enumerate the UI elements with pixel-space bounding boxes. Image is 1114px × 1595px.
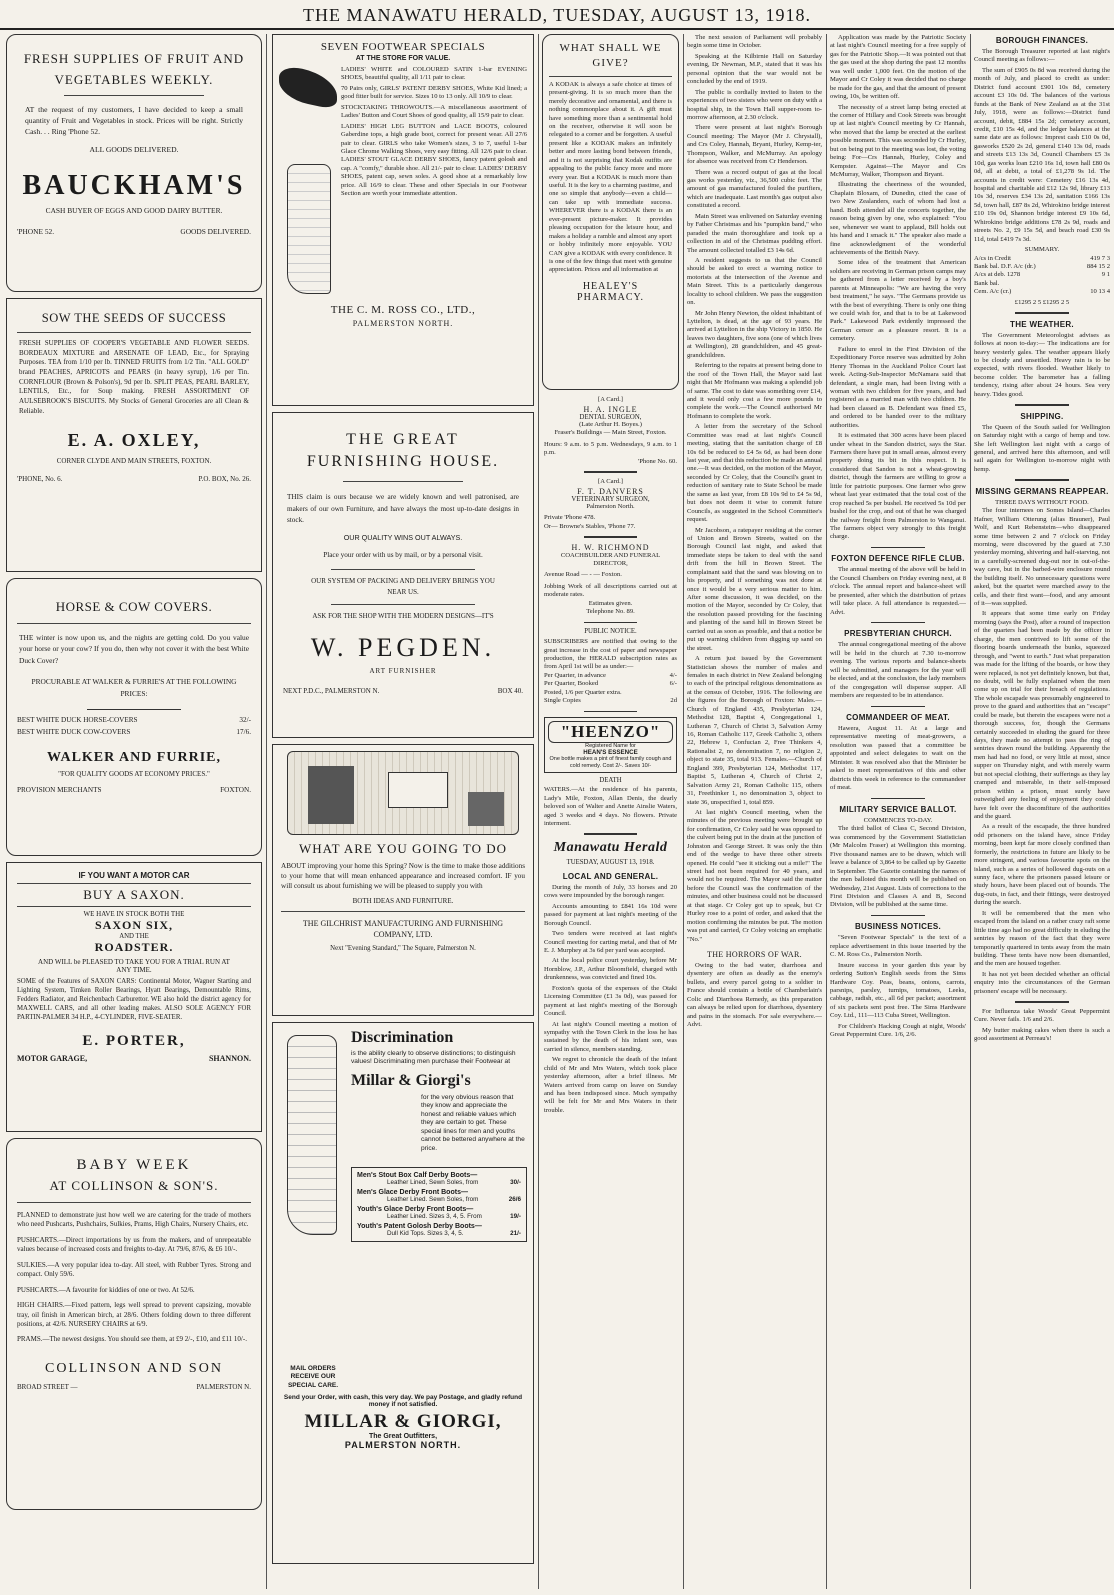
paragraph: As a result of the escapade, the three hundred odd prisoners on the island have, since Friday morning, been kept far more closely confined than formerly, the restrictions in future are likely to be more stringent, and various favourite spots on the island, such as a series of hollowed dug-outs on a sunny face, where the prisoners passed leisure or study hours, have been placed out of bounds. The dug-outs, in fact, and their fittings, were destroyed during the search. xyxy=(974,823,1110,907)
divider xyxy=(584,536,637,538)
divider xyxy=(281,911,525,912)
ad-body: STOCKTAKING THROWOUTS.—A miscellaneous assortment of Ladies' Button and Court Shoes of good quality, all 15/9 pair to clear. xyxy=(341,103,527,120)
ad-street: BROAD STREET — xyxy=(17,1382,78,1391)
divider xyxy=(17,883,251,884)
section-title: COMMANDEER OF MEAT. xyxy=(846,713,950,722)
paragraph: During the month of July, 33 horses and 20 cows were impounded by the borough ranger. xyxy=(544,883,677,900)
ad-title: WHAT SHALL WE GIVE? xyxy=(559,42,662,70)
divider xyxy=(1015,312,1069,314)
bauckham-ad xyxy=(6,34,262,292)
divider xyxy=(1015,404,1069,406)
card-address: Fraser's Buildings — Main Street, Foxton. xyxy=(554,429,667,437)
paragraph: A return just issued by the Government Statistician shows the number of males and females in each district in New Zealand belonging to each of the principal religious denominations as at the census of October, 1916. The following are the figures for the Borough of Foxton: Males.—Church of England 435, Presbyterian 124, Methodist 128, Baptist 4, Congregational 1, Lutheran 7, Church of Christ 3, Salvation Army 16, Roman Catholic 117, Greek Catholic 3, others 22, Hebrew 1, Confucian 2, Free Thinkers 4, Rationalist 2, no denomination 7, no religion 2, object to state 35, total 913. Females.—Church of England 399, Presbyterian 124, Methodist 117, Baptist 5, Lutheran 4, Church of Christ 2, Salvation Army 21, Roman Catholic 115, others 31, Freethinker 1, no denomination 3, object to state 36, unspecified 1, total 859. xyxy=(687,655,822,806)
ad-tag: The Great Outfitters, xyxy=(368,1433,438,1441)
divider xyxy=(1015,479,1069,481)
ad-top: IF YOU WANT A MOTOR CAR xyxy=(78,871,190,880)
divider xyxy=(331,569,475,570)
ad-garage: MOTOR GARAGE, xyxy=(17,1053,88,1063)
ad-name: WALKER AND FURRIE, xyxy=(47,750,221,766)
card-name: F. T. DANVERS xyxy=(577,486,644,496)
ad-town: SHANNON. xyxy=(208,1053,251,1063)
ad-body: LADIES' WHITE and COLOURED SATIN 1-bar EVENING SHOES, beautiful quality, all 1/11 pair to clear. xyxy=(341,66,527,82)
healey-ad xyxy=(542,34,679,390)
shoe-illustration xyxy=(279,64,337,110)
paragraph: The third ballot of Class C, Second Division, was commenced by the Government Statistician (Mr Malcolm Fraser) at Wellington this morning. Five thousand names are to be drawn, which will leave a balance of 3,864 to be called up by Gazette in September. The Gazette containing the names of the men balloted this month will be published on Wednesday, 21st August. Lists of corrections to the First Division and Classes A and B, Second Division, will be published at the same time. xyxy=(830,825,966,909)
ad-name: COLLINSON AND SON xyxy=(45,1360,223,1376)
column-2-lower xyxy=(272,412,534,1589)
ad-title: FRESH SUPPLIES OF FRUIT AND VEGETABLES WEEKLY. xyxy=(23,51,245,87)
ad-phone: 'PHONE 52. xyxy=(17,226,55,236)
divider xyxy=(584,711,637,713)
paragraph: There were present at last night's Borough Council meeting: The Mayor (Mr J. Chrystall), and Crs Coley, Hannah, Bryant, Hurley, Kemp-ter, Thompson, Walker, and McMurray. An apology for absence was received from Cr Henderson. xyxy=(687,124,822,166)
paragraph: The next session of Parliament will probably begin some time in October. xyxy=(687,34,822,50)
ad-address: NEXT P.D.C., PALMERSTON N. xyxy=(283,686,380,695)
paragraph: The necessity of a street lamp being erected at the corner of Hillary and Cook Streets was brought up at last night's Council meeting by Cr Hannah, who moved that the lamp be erected at the earliest possible moment. This was seconded by Cr Hurley, but on being put to the meeting was lost, the voting being: For—Crs Hannah, Hurley, Coley and Kempster. Against—The Mayor and Crs McMurray, Walker, Thompson and Bryant. xyxy=(830,103,966,178)
ad-system: OUR SYSTEM OF PACKING AND DELIVERY BRINGS YOU NEAR US. xyxy=(311,577,495,597)
paragraph: Insure success in your garden this year by ordering Sutton's English seeds from the Sims Hardware Coy. Peas, beans, onions, carrots, parsnips, parsley, turnips, tomatoes, Leeks, cabbage, radish, etc., all 6d per packet; assortment of six packets sent post free. The Sims Hardware Coy. Ltd., 111—113 Cuba Street, Wellington. xyxy=(830,961,966,1020)
ad-subtitle: AT COLLINSON & SON'S. xyxy=(49,1178,219,1193)
paragraph: "Seven Footwear Specials" is the text of a replace advertisement in this issue inserted by the C. M. Ross Co., Palmerston North. xyxy=(830,934,966,959)
herald-date: TUESDAY, AUGUST 13, 1918. xyxy=(566,858,655,866)
card-phone: Private 'Phone 478. xyxy=(544,514,596,522)
ad-six: SAXON SIX, xyxy=(94,918,173,932)
paragraph: Foxton's quota of the expenses of the Otaki Licensing Committee (£1 3s 0d), was passed for payment at last night's meeting of the Borough Council. xyxy=(544,984,677,1018)
summary-value: 1 xyxy=(1106,271,1110,279)
price-label: BEST WHITE DUCK COW-COVERS xyxy=(17,728,131,737)
ad-address: Next "Evening Standard," The Square, Palmerston N. xyxy=(330,944,476,952)
ad-title: HORSE & COW COVERS. xyxy=(55,599,213,614)
ad-footer-name: MILLAR & GIORGI, xyxy=(304,1411,502,1433)
divider xyxy=(584,622,637,624)
summary-value: 419 xyxy=(1090,254,1101,262)
rate-label: Single Copies xyxy=(544,697,581,705)
divider xyxy=(871,915,925,917)
price-value: 32/- xyxy=(239,716,251,725)
paragraph: Hawera, August 11. At a large and representative meeting of meat-growers, a resolution was passed that a committee be appointed and select delegates to wait on the Minister. It was resolved also that the Minister be asked to meet representatives of this and other districts this week in reference to the commandeer of meat. xyxy=(830,725,966,792)
ad-name: Millar & Giorgi's xyxy=(351,1071,471,1089)
paragraph: Referring to the repairs at present being done to the roof of the Town Hall, the Mayor said last night that Mr Hofmann was making a splendid job of same. The cost to date was something over £14, and it would only cost a few more pounds to complete the work.—The Council authorised Mr Hofmann to complete the work. xyxy=(687,362,822,420)
paragraph: The sum of £905 0s 8d was received during the month of July, and placed to credit as under: District fund account £901 10s 8d, cemetery account £3 10s 0d. The balances of the various funds at the Bank of New Zealand as at the 31st July, 1918, were as follows:—District fund account, debit, £884 15s 2d; cemetery account, credit, £10 15s 4d, and the ledger balances at the same date are as follows: Imprest cash £10 0s 0d, gasworks £520 2s 2d, general £140 13s 0d, roads and streets £13 13s 3d, Council Chambers £5 3s 10d, gas works loan £210 16s 1d, town hall £80 0s 0d, all at debit, a total of £1,278 9s 1d. The accounts in credit were: Cemetery £16 13s 4d, hospital and charitable aid £12 12s 9d, library £13 10s 3d, reserves £34 13s 2d, sanitation £166 13s 5d, town hall, £87 8s 2d, Whirokino bridge interest £10 19s 0d, Shannon bridge interest £9 10s 6d, Whirokino bridge additions £78 2s 9d, roads and streets No. 2, £9 15s 5d, and beach road £30 9s 11d, total £419 7s 3d. xyxy=(974,66,1110,243)
line-price: 21/- xyxy=(510,1229,521,1237)
section-title: BOROUGH FINANCES. xyxy=(995,36,1089,45)
section-title: MILITARY SERVICE BALLOT. xyxy=(839,805,957,814)
paragraph: The Government Meteorologist advises as follows at noon to-day:— The indications are for heavy westerly gales. The weather appears likely to be cloudy and unsettled. Heavy rain is to be expected, with rivers flooded. Weather likely to become colder. The barometer has a falling tendency, rising after about 24 hours. Sea very heavy. Tides good. xyxy=(974,331,1110,398)
mail-orders: MAIL ORDERS RECEIVE OUR SPECIAL CARE. xyxy=(287,1365,339,1389)
divider xyxy=(871,622,925,624)
ad-roadster: ROADSTER. xyxy=(94,940,174,954)
summary-label: Bank bal. D.F. A/c (dr.) xyxy=(974,262,1036,270)
ad-footer-left: PROVISION MERCHANTS xyxy=(17,786,102,795)
card-alt: Or— Browne's Stables, 'Phone 77. xyxy=(544,522,636,530)
summary-label: Bank bal. xyxy=(974,279,1000,287)
ad-slogan: "FOR QUALITY GOODS AT ECONOMY PRICES." xyxy=(58,770,210,779)
card-role: DENTAL SURGEON, xyxy=(579,414,642,421)
paragraph: My butter making cakes when there is such a good assortment at Perreau's! xyxy=(974,1026,1110,1042)
price-value: 17/6. xyxy=(236,728,251,737)
paragraph: It will be remembered that the men who escaped from the island on a rather crazy raft some little time ago had no great difficulty in eluding the sentries by reason of the fact that they were temporarily quartered in tents away from the main building. These tents have now been dismantled, and the men are housed together. xyxy=(974,909,1110,968)
section-title: BUSINESS NOTICES. xyxy=(854,922,941,932)
paragraph: It appears that some time early on Friday morning (says the Post), after a round of inspection of the quarters had been made by the officer in charge, the men contrived to lift some of the flooring boards underneath the bunks, squeezed through, and "went to earth." Just what preparation was made for the lifting of the boards, or how they were replaced, is not yet definitely known, but that, no doubt, will be fully explained when the men come up on trial for their breach of regulations. The whole escapade was presumably engineered to prove to the guard and authorities that an "escape" could be made, but therein the escapees were not a thorough success, for, though the Germans certainly succeeded in eluding the guard for three days, they made no attempt to pass the ring of sentries drawn round the building. Apparently the men had had no food, or very little at most, since supper on Thursday night, and with merely warm but not special clothing, their sufferings as they lay cramped and miserable, in their self-imposed prison within a prison, must surely have outweighed any feeling of enjoyment they could have felt over the discomfiture of the authorities and the guard. xyxy=(974,610,1110,820)
ad-title: WHAT ARE YOU GOING TO DO xyxy=(298,841,508,856)
summary-value: 3 xyxy=(1106,254,1110,262)
rate-price: 4/- xyxy=(669,671,677,679)
card-name: H. W. RICHMOND xyxy=(571,542,650,552)
ad-name: E. PORTER, xyxy=(82,1032,186,1049)
ad-body: for the very obvious reason that they know and appreciate the honest and reliable values which they are certain to get. These special lines for men and youths cannot be bettered anywhere at the price. xyxy=(421,1093,525,1152)
card-phone: Telephone No. 89. xyxy=(586,608,635,616)
heenzo-body: One bottle makes a pint of finest family cough and cold remedy. Cost 2/-. Saves 10/- xyxy=(549,756,672,769)
card-label: [A Card.] xyxy=(598,477,623,485)
boot-illustration xyxy=(287,1035,337,1235)
summary-value: 7 xyxy=(1101,254,1106,262)
ad-footer-right: FOXTON. xyxy=(220,786,251,795)
summary-value: 15 xyxy=(1098,262,1106,270)
furniture-illustration xyxy=(287,751,519,835)
rate-price: 6/- xyxy=(669,680,677,688)
paragraph: The Queen of the South sailed for Wellington on Saturday night with a cargo of hemp and tow. She left Wellington last night with a cargo of general, and arrived here this afternoon, and will sail again for Wellington to-morrow night with hemp. xyxy=(974,423,1110,473)
divider xyxy=(17,1202,251,1203)
line-detail: Dull Kid Tops. Sizes 3, 4, 5. xyxy=(387,1229,464,1237)
ad-buy: BUY A SAXON. xyxy=(83,887,185,902)
column-4 xyxy=(687,34,822,1589)
ad-name: E. A. OXLEY, xyxy=(67,430,201,451)
ad-name: HEALEY'S PHARMACY. xyxy=(577,280,644,303)
paragraph: Speaking at the Kilbirnie Hall on Saturday evening, Dr Newman, M.P., stated that it was his personal opinion that the war would not be concluded by the end of 1919. xyxy=(687,52,822,86)
summary-label: A/cs at deb. 1278 xyxy=(974,271,1021,279)
line-label: Men's Glace Derby Front Boots— xyxy=(357,1188,468,1196)
ad-subtitle: AT THE STORE FOR VALUE. xyxy=(355,55,451,62)
card-address: Avenue Road — - — Foxton. xyxy=(544,571,622,579)
line-detail: Leather Lined. Sizes 3, 4, 5. From xyxy=(387,1212,482,1220)
ad-town: PALMERSTON N. xyxy=(196,1382,251,1391)
heenzo-tm: Registered Name for xyxy=(585,743,636,750)
line-label: Youth's Glace Derby Front Boots— xyxy=(357,1205,474,1213)
rate-label: Per Quarter, Booked xyxy=(544,680,599,688)
ad-box: P.O. BOX, No. 26. xyxy=(198,475,251,484)
column-rule xyxy=(826,34,827,1589)
paragraph: A letter from the secretary of the School Committee was read at last night's Council meeting, stating that the sanitation charge of £8 10s 6d be reduced to £4 5s 6d, as had been done last year, and that this reduction be made an annual one.—It was decided, on the motion of the Mayor, seconded by Cr Coley, that the Council's grant in reduction of sanitary rate to State School be made the same as last year, from £8 10s 9d to £4 5s 9d, but does not deem it wise to commit future Councils, as suggested in the School Committee's request. xyxy=(687,423,822,524)
divider xyxy=(871,798,925,800)
column-rule xyxy=(683,34,684,1589)
chair-shape xyxy=(468,792,504,826)
card-body: Jobbing Work of all descriptions carried out at moderate rates. xyxy=(544,582,677,599)
section-title: MISSING GERMANS REAPPEAR. xyxy=(975,486,1109,496)
paragraph: The four internees on Somes Island—Charles Hafner, William Otterung (alias Brauner), Paul Wolf, and Kurt Rebensteim—who disappeared some time between 2 and 7 o'clock on Friday morning, were discovered by the guard at 7.30 yesterday morning, shivering and half-starving, not in a carefully-screened dug-out nor in out-of-the-way cave, but in the barbed-wire enclosure round the building itself. No unnecessary questions were asked, but the quartet were marched away to the cells, and their first want—food, and any amount of it—was supplied. xyxy=(974,507,1110,607)
heenzo-logo: "HEENZO" xyxy=(548,721,673,743)
ad-footer: GOODS DELIVERED. xyxy=(180,226,251,236)
ad-procurable: PROCURABLE AT WALKER & FURRIE'S AT THE FOLLOWING PRICES: xyxy=(31,677,237,698)
paragraph: Main Street was enlivened on Saturday evening by Father Christmas and his "pumpkin band," who paraded the main thoroughfare and took up a collection in aid of the Christmas pudding effort. The amount collected totalled £3 14s 6d. xyxy=(687,212,822,254)
paragraph: Accounts amounting to £841 16s 10d were passed for payment at last night's meeting of the Borough Council. xyxy=(544,902,677,927)
item: PUSHCARTS.—Direct importations by us from the makers, and of unrepeatable values because of increased costs and freights to-day. At 79/6, 87/6, & £6 10/-. xyxy=(17,1235,251,1254)
paragraph: There was a record output of gas at the local gas works yesterday, viz., 36,500 cubic feet. The amount of gas manufactured fouled the purifiers, which are inadequate. Last month's gas output also constituted a record. xyxy=(687,168,822,210)
ad-intro: is the ability clearly to observe distinctions; to distinguish values! Discriminating men purchase their Footwear at xyxy=(351,1050,516,1066)
ad-sub: CASH BUYER OF EGGS AND GOOD DAIRY BUTTER. xyxy=(45,205,223,215)
ad-stock: WE HAVE IN STOCK BOTH THE xyxy=(83,910,185,918)
notice-title: PUBLIC NOTICE. xyxy=(584,628,637,636)
divider xyxy=(584,471,637,473)
card-town: Palmerston North. xyxy=(586,502,635,510)
ross-ad xyxy=(272,34,534,406)
ad-title: FURNISHING HOUSE. xyxy=(306,453,500,470)
ad-send: Send your Order, with cash, this very day. We pay Postage, and gladly refund money if not satisfied. xyxy=(283,1394,523,1409)
herald-nameplate: Manawatu Herald xyxy=(553,839,668,855)
death-title: DEATH xyxy=(599,777,622,785)
paragraph: The annual meeting of the above will be held in the Council Chambers on Friday evening next, at 8 o'clock. The annual report and balance-sheet will be presented, after which the distribution of prizes will take place. A full attendance is requested.—Advt. xyxy=(830,566,966,616)
ad-box: BOX 40. xyxy=(497,686,523,695)
walker-furrie-ad xyxy=(6,578,262,856)
ad-body: AT the request of my customers, I have decided to keep a small quantity of Fruit and Vegetables in stock. Prices will be right. Strictly Cash. . . Ring 'Phone 52. xyxy=(25,104,243,136)
divider xyxy=(17,906,251,907)
line-price: 19/- xyxy=(510,1212,521,1220)
paragraph: At the local police court yesterday, before Mr Hornblow, J.P., Arthur Bloomfield, charged with drunkenness, was convicted and fined 10s. xyxy=(544,957,677,982)
paragraph: The annual congregational meeting of the above will be held in the church at 7.30 to-morrow evening. The various reports and balance-sheets will be submitted, and managers for the year will be elected, and at the conclusion, the lady members of the congregation will dispense supper. All members are requested to be in attendance. xyxy=(830,641,966,700)
summary-label: Cem. A/c (cr.) xyxy=(974,288,1012,296)
ad-body: THIS claim is ours because we are widely known and well patronised, are makers of our own Furniture, and have always the most up-to-date designs in stock. xyxy=(287,493,519,525)
ad-trade: ART FURNISHER xyxy=(369,666,437,675)
paragraph: Owing to the bad water, diarrhoea and dysentery are often as deadly as the enemy's bullets, and every parcel going to a soldier in France should contain a bottle of Chamberlain's Colic and Diarrhoea Remedy, as this preparation can always be relied upon for diarrhoea, dysentery and pains in the stomach. For sale everywhere.—Advt. xyxy=(687,961,822,1028)
price-label: BEST WHITE DUCK HORSE-COVERS xyxy=(17,716,138,725)
paragraph: Mr John Henry Newton, the oldest inhabitant of Lyttelton, is dead, at the age of 93 years. He arrived at Lyttelton in the ship Victory in 1850. He leaves two daughters, five sons (one of which lives at Wellington), 28 grandchildren, and 45 great-grandchildren. xyxy=(687,309,822,359)
collinson-ad xyxy=(6,1138,262,1510)
ad-phone: 'PHONE, No. 6. xyxy=(17,475,63,484)
section-subtitle: COMMENCES TO-DAY. xyxy=(863,817,933,824)
oxley-ad xyxy=(6,298,262,572)
divider xyxy=(331,604,475,605)
column-rule xyxy=(266,34,267,1589)
ad-address: CORNER CLYDE AND MAIN STREETS, FOXTON. xyxy=(56,457,212,466)
rate-label: Posted, 1/6 per Quarter extra. xyxy=(544,688,622,696)
paragraph: It has not yet been decided whether an official enquiry into the circumstances of the German prisoners' escape will be necessary. xyxy=(974,970,1110,995)
summary-title: SUMMARY. xyxy=(1024,246,1060,254)
item: PUSHCARTS.—A favourite for kiddies of one or two. At 52/6. xyxy=(17,1285,195,1294)
summary-total: £1295 2 5 £1295 2 5 xyxy=(1014,298,1070,306)
column-rule xyxy=(970,34,971,1589)
line-detail: Leather Lined. Sewn Soles, from xyxy=(387,1195,479,1203)
porter-ad xyxy=(6,862,262,1132)
summary-value: 2 xyxy=(1106,262,1110,270)
summary-value: 13 xyxy=(1098,288,1106,296)
ad-town: PALMERSTON NORTH. xyxy=(352,319,454,328)
ad-body: SOME of the Features of SAXON CARS: Continental Motor, Wagner Starting and Lighting System, Timken Roller Bearings, Hyatt Bearings, Demountable Rims, Fedders Radiator, and Reichenbach Carburettor. WE also hold the district agency for MAXWELL CARS, and all other leading makes. ALSO SOLE AGENCY FOR PARTIN-PALMER 34 H.P., 4-CYLINDER, FIVE-SEATER. xyxy=(17,978,251,1021)
divider xyxy=(64,95,204,96)
paragraph: It is estimated that 300 acres have been placed under wheat in the Sandon district, says the Star. Farmers there have put in small areas, almost every property doing its bit in this respect. It is considered that Sandon is not a wheat-growing district, though the farmers are willing to grow a little for patriotic purposes. One farmer who grew wheat last year estimated that the total cost of the crop reached 5s per bushel. He received 5s 10d per bushel for the crop, and out of that he was charged the railway freight from Palmerston to Wanganui. The farmers object very strongly to this freight charge. xyxy=(830,432,966,541)
paragraph: We regret to chronicle the death of the infant child of Mr and Mrs Waters, which took place yesterday afternoon, after a brief illness. Mr Waters arrived from camp on leave on Sunday and has been indisposed since. Much sympathy will be felt for Mr and Mrs Waters in their trouble. xyxy=(544,1056,677,1114)
millar-giorgi-ad xyxy=(272,1022,534,1564)
heenzo-sub: HEAN'S ESSENCE xyxy=(583,749,638,757)
gilchrist-ad xyxy=(272,744,534,1016)
ad-title: SOW THE SEEDS OF SUCCESS xyxy=(41,311,227,325)
summary-value: 884 xyxy=(1086,262,1097,270)
pegden-ad xyxy=(272,412,534,738)
divider xyxy=(17,332,251,333)
column-3 xyxy=(542,34,679,1589)
ad-intro: PLANNED to demonstrate just how well we are catering for the trade of mothers who need Pushcarts, Pushchairs, Sulkies, Prams, High Chairs, Nursery Chairs, etc. xyxy=(17,1211,251,1229)
card-role: COACHBUILDER AND FUNERAL DIRECTOR, xyxy=(560,551,661,567)
divider xyxy=(871,706,925,708)
paragraph: Some idea of the treatment that American soldiers are receiving in German prison camps may be gathered from a letter received by a boy's parents at Minneapolis: "We are having the very best treatment," he says. "The Germans provide us with the best of everything. There is only one thing we could wish for, and that is to be at Lakewood Park." Lakewood Park evidently impressed the German censor as a pleasure resort. It is a cemetery. xyxy=(830,259,966,343)
summary-value: 4 xyxy=(1106,288,1110,296)
card-phone: 'Phone No. 60. xyxy=(638,457,677,465)
paragraph: At last night's Council meeting a motion of sympathy with the Town Clerk in the loss he has sustained by the death of his infant son, was carried in silence, members standing. xyxy=(544,1020,677,1053)
card-name: H. A. INGLE xyxy=(583,405,638,414)
ad-name: THE GILCHRIST MANUFACTURING AND FURNISHING COMPANY, LTD. xyxy=(302,919,504,940)
divider xyxy=(584,833,637,835)
line-detail: Leather Lined, Sewn Soles, from xyxy=(387,1178,479,1186)
ad-title: THE GREAT xyxy=(346,431,460,448)
ad-title: SEVEN FOOTWEAR SPECIALS xyxy=(320,41,486,53)
card-prev: (Late Arthur H. Boyes.) xyxy=(579,421,642,428)
section-title: PRESBYTERIAN CHURCH. xyxy=(844,629,952,639)
paragraph: Failure to enrol in the First Division of the Expeditionary Force reserve was admitted by John Henry Thomas in the Auckland Police Court last week. Acting-Sub-Inspector McNamara said that defendant, a single man, had been living with a woman with two children for five years, and had registered as a married man with two children. He had been classed as B. Defendant was fined £5, and ordered to be handed over to the military authorities. xyxy=(830,345,966,429)
ad-title: Discrimination xyxy=(351,1029,454,1046)
divider xyxy=(343,481,463,482)
card-hours: Hours: 9 a.m. to 5 p.m. Wednesdays, 9 a.m. to 1 p.m. xyxy=(544,440,677,457)
ad-body: A KODAK is always a safe choice at times of present-giving. It is so much more than the merely decorative and ornamental, and there is nothing commonplace about it. A gift must have something more than a sentimental hold on the receiver, otherwise it will soon be relegated to a corner and be forgotten. A useful present like a KODAK makes an infinitely better and more lasting bond between friends, and it is not surprising that Kodak outfits are appealing to the public fancy more and more every year. But a KODAK is much more than useful. It is the key to a charming pastime, and one so simple that anybody—even a child—can take up with immediate success. WHEREVER there is a KODAK there is an ever-present picture-maker. It provides pleasing occupation for the leisure hour, and makes a holiday a ramble and almost any sport or hobby infinitely more enjoyable. YOU CAN give a KODAK with every confidence. It is one of the few things that meet with genuine appreciation. Prices and all information at xyxy=(549,80,672,274)
ad-order: Place your order with us by mail, or by a personal visit. xyxy=(323,550,483,559)
paragraph: The public is cordially invited to listen to the experiences of two sisters who were on duty with a hospital ship, in the Town Hall supper-room to-morrow afternoon, at 2.30 o'clock. xyxy=(687,88,822,121)
card-label: [A Card.] xyxy=(598,396,623,403)
ad-town: PALMERSTON NORTH. xyxy=(344,1440,462,1451)
rate-label: Per Quarter, in advance xyxy=(544,671,606,679)
heenzo-ad xyxy=(544,717,677,773)
line-price: 26/6 xyxy=(508,1195,521,1203)
column-6 xyxy=(974,34,1110,1589)
ad-ask: ASK FOR THE SHOP WITH THE MODERN DESIGNS—IT'S xyxy=(312,612,494,621)
section-title: LOCAL AND GENERAL. xyxy=(562,871,659,881)
summary-value: 10 xyxy=(1090,288,1097,296)
ad-title: BABY WEEK xyxy=(76,1157,192,1173)
paragraph: The Borough Treasurer reported at last night's Council meeting as follows:— xyxy=(974,48,1110,64)
divider xyxy=(1015,1001,1069,1003)
price-box xyxy=(351,1167,527,1242)
paragraph: At last night's Council meeting, when the minutes of the previous meeting were brought up for confirmation, Cr Coley said he was opposed to the culvert being put in the drain at the junction of Johnston and George Street. It was only the thin end of the wedge to have three other streets opened. He could "see it sticking out a mile!" The street had not been required for 40 years, and would not be required. The Mayor said the matter before the Council was the confirmation of the minutes, and other business could not be discussed at that stage. Cr Coley got up to speak, but Cr Hurley rose to a point of order, and asked that the motion confirming the minutes be put. The motion was put and carried, Cr Coley voicing an emphatic "No." xyxy=(687,808,822,943)
paragraph: For Children's Hacking Cough at night, Woods' Great Peppermint Cure. 1/6, 2/6. xyxy=(830,1022,966,1039)
divider xyxy=(871,547,925,549)
paragraph: For Influenza take Woods' Great Peppermint Cure. Never fails. 1/6 and 2/6. xyxy=(974,1007,1110,1024)
cabinet-shape xyxy=(308,766,354,824)
line-label: Youth's Patent Golosh Derby Boots— xyxy=(357,1222,482,1230)
paragraph: Illustrating the cheeriness of the wounded, Chaplain Bloxam, of Dunedin, cited the case of two New Zealanders, each of whom had lost a hand. Both attended all the concerts together, the reason being given by one, who explained: "You see, whenever we want to applaud, Bill holds out his hand and I smack it." The speaker also made a fine acknowledgment of the wonderful achievements of the British Navy. xyxy=(830,181,966,256)
window-shape xyxy=(388,772,448,808)
item: SULKIES.—A very popular idea to-day. All steel, with Rubber Tyres. Strong and compact. Only 59/6. xyxy=(17,1260,251,1279)
ad-body: THE winter is now upon us, and the nights are getting cold. Do you value your horse or your cow? If you do, then why not cover it with the best White Duck Cover? xyxy=(19,633,249,665)
section-title: THE WEATHER. xyxy=(1010,319,1074,329)
column-rule xyxy=(538,34,539,1589)
rate-price: 2d xyxy=(670,697,677,705)
column-5 xyxy=(830,34,966,1589)
boot-illustration xyxy=(287,164,331,294)
ad-note: ALL GOODS DELIVERED. xyxy=(89,144,179,154)
line-label: Men's Stout Box Calf Derby Boots— xyxy=(357,1171,478,1179)
section-title: SHIPPING. xyxy=(1020,411,1064,421)
ad-name: W. PEGDEN. xyxy=(310,632,496,662)
ad-name: BAUCKHAM'S xyxy=(22,169,246,201)
column-1 xyxy=(6,34,262,1589)
divider xyxy=(549,76,672,77)
masthead: THE MANAWATU HERALD, TUESDAY, AUGUST 13, 1918. xyxy=(0,0,1114,30)
ad-both: BOTH IDEAS AND FURNITURE. xyxy=(352,897,454,906)
summary-table xyxy=(974,255,1110,308)
death-body: WATERS.—At the residence of his parents, Lady's Mile, Foxton, Allan Denis, the dearly beloved son of Walter and Anette Ainslie Waters, aged 3 weeks and 4 days. No flowers. Private interment. xyxy=(544,786,677,827)
item: PRAMS.—The newest designs. You should see them, at £9 2/-, £10, and £11 10/-. xyxy=(17,1335,247,1344)
ad-body: ABOUT improving your home this Spring? Now is the time to make those additions to your home that will mean enhanced appearance and increased comfort. IF you will consult us about furnishing we will be pleased to supply you with xyxy=(281,862,525,891)
section-title: FOXTON DEFENCE RIFLE CLUB. xyxy=(831,554,965,564)
ad-body: FRESH SUPPLIES OF COOPER'S VEGETABLE AND FLOWER SEEDS. BORDEAUX MIXTURE and ARSENATE OF LEAD, Etc., for Spraying Purposes. TEA from 1/10 per lb. TINNED FRUITS from 1/2 Tin. "ALL GOLD" brand PEACHES, APRICOTS and PEARS (in heavy syrup), 1/6 per Tin. CORNFLOUR (Brown & Polson's), 9d per lb. SPLIT PEAS, PEARL BARLEY, LENTILS, Etc., for Soup making. FRESH ASSORTMENT OF AULSEBROOK'S BISCUITS. My Stocks of General Groceries are all Clean & Reliable. xyxy=(19,339,249,415)
card-estimates: Estimates given. xyxy=(588,599,633,607)
ad-name: THE C. M. ROSS CO., LTD., xyxy=(330,304,476,316)
paragraph: Two tenders were received at last night's Council meeting for carting metal, and that of Mr E. J. Murphey at 3s 6d per yard was accepted. xyxy=(544,930,677,954)
paragraph: Mr Jacobson, a ratepayer residing at the corner of Union and Brown Streets, waited on the Borough Council last night, and asked that immediate steps be taken to deal with the sand drift from the hill in Brown Street. The complainant said that the sand was blowing on to his property, and if something was not done at once it would be a very serious matter to him. After some discussion, it was decided, on the motion of the Mayor, seconded by Cr Coley, that the resolution passed providing for the fascining and planting of the sand hill in Brown Street be carried out as soon as possible, and that a notice be put up warning children from digging up sand on the street. xyxy=(687,526,822,652)
ad-body: LADIES' HIGH LEG BUTTON and LACE BOOTS, coloured Gaberdine tops, a high grade boot, correct for present wear. All 27/6 pair to clear. GIRLS who take Women's sizes, 3 to 7, useful 1-bar Glace Chrome Walking Shoes, very easy fitting. All 12/6 pair to clear. LADIES' STOUT GLACE DERBY SHOES, fancy patent golosh and cap. A "comfy," durable shoe. All 21/- pair to clear. LADIES' DERBY SHOES, patent cap, sewn soles. A good shoe at a remarkably low price. All 16/9 to clear. These and other Specials in our Footwear Section are worth your immediate attention. xyxy=(341,122,527,198)
section-title: THE HORRORS OF WAR. xyxy=(707,949,802,959)
paragraph: A resident suggests to us that the Council should be asked to erect a warning notice to motorists at the intersection of the Avenue and Main Street. This is a particularly dangerous locality to school children. We pass the suggestion on. xyxy=(687,256,822,307)
section-subtitle: THREE DAYS WITHOUT FOOD. xyxy=(995,498,1089,506)
ad-body: 70 Pairs only, GIRLS' PATENT DERBY SHOES, White Kid lined; a good fitter built for service. Sizes 10 to 13 only. All 10/9 to clear. xyxy=(341,84,527,101)
line-price: 30/- xyxy=(510,1178,521,1186)
card-role: VETERINARY SURGEON, xyxy=(571,495,650,503)
paragraph: Application was made by the Patriotic Society at last night's Council meeting for a free supply of gas for the Patriotic Shop.—It was pointed out that the gas used at the shop during the past 12 months was well under 1,000 feet. On the motion of the Mayor and Cr Coley it was decided that no charge be made for the gas, and that the amount of present owing, 10s, be written off. xyxy=(830,34,966,101)
summary-label: A/cs in Credit xyxy=(974,254,1011,262)
item: HIGH CHAIRS.—Fixed pattern, legs well spread to prevent capsizing, movable tray, oil finish in American birch, at 28/6. Others folding down to three different positions, at 42/6. NURSERY CHAIRS at 6/9. xyxy=(17,1301,251,1328)
notice-body: SUBSCRIBERS are notified that owing to the great increase in the cost of paper and newspaper production, the HERALD subscription rates as from April 1st will be as under:— xyxy=(544,638,677,671)
summary-value: 9 xyxy=(1101,271,1106,279)
ad-and: AND THE xyxy=(119,933,149,940)
divider xyxy=(87,709,181,711)
ad-trial: AND WILL be PLEASED TO TAKE YOU FOR A TRIAL RUN AT ANY TIME. xyxy=(38,958,230,974)
divider xyxy=(17,623,251,624)
ad-quality: OUR QUALITY WINS OUT ALWAYS. xyxy=(343,532,463,542)
